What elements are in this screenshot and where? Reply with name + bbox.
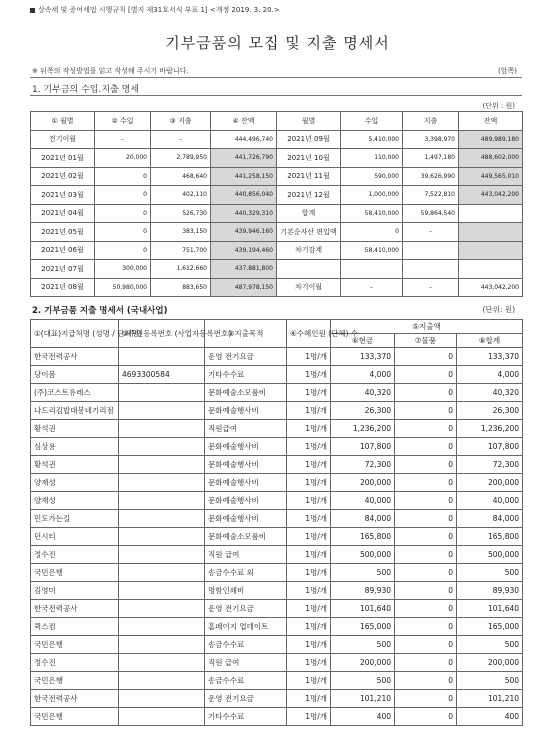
beneficiary-cell: 1명/개 — [287, 618, 331, 636]
purpose-cell: 기타수수료 — [205, 708, 287, 726]
beneficiary-cell: 1명/개 — [287, 708, 331, 726]
month-cell: 2021년 05월 — [31, 223, 95, 242]
table-row — [31, 600, 523, 618]
month-cell: 기본순자산 편입액 — [277, 223, 341, 242]
col-header: 지출 — [403, 112, 459, 131]
payee-cell: 나드리김밥대봉네기리점 — [31, 402, 119, 420]
cash-cell: 500,000 — [331, 546, 395, 564]
cash-cell: 1,236,200 — [331, 420, 395, 438]
purpose-cell: 송금수수료 — [205, 636, 287, 654]
cash-cell: 4,000 — [331, 366, 395, 384]
total-cell: 40,320 — [457, 384, 523, 402]
total-cell: 26,300 — [457, 402, 523, 420]
total-cell: 84,000 — [457, 510, 523, 528]
beneficiary-cell: 1명/개 — [287, 438, 331, 456]
month-cell — [277, 260, 341, 279]
form-header-text: 상속세 및 증여세법 시행규칙 [별지 제31호서식 부표 1] <개정 2019. 3. 20.> — [38, 6, 280, 14]
payee-cell: 한국전력공사 — [31, 690, 119, 708]
table-row — [31, 223, 523, 242]
table-row — [31, 348, 523, 366]
balance-cell — [459, 241, 523, 260]
income-cell: 58,410,000 — [341, 204, 403, 223]
payee-cell: 국민은행 — [31, 636, 119, 654]
month-cell: 차기이월 — [277, 278, 341, 297]
income-cell: 300,000 — [95, 260, 151, 279]
table-row — [31, 420, 523, 438]
col-header-reg-no: ②주민등록번호 (사업자등록번호) — [119, 320, 205, 348]
cash-cell: 400 — [331, 708, 395, 726]
payee-cell: 던시티 — [31, 528, 119, 546]
goods-cell: 0 — [395, 582, 457, 600]
expense-cell: 402,110 — [151, 186, 211, 205]
income-cell: 20,000 — [95, 149, 151, 168]
table-row — [31, 672, 523, 690]
purpose-cell: 문화예술행사비 — [205, 402, 287, 420]
purpose-cell: 운영 전기요금 — [205, 348, 287, 366]
balance-cell: 488,602,000 — [459, 149, 523, 168]
beneficiary-cell: 1명/개 — [287, 366, 331, 384]
balance-cell: 439,946,160 — [211, 223, 277, 242]
month-cell: 전기이월 — [31, 130, 95, 149]
table-row — [31, 278, 523, 297]
reg-no-cell — [119, 582, 205, 600]
col-header: 잔액 — [459, 112, 523, 131]
income-cell: 590,000 — [341, 167, 403, 186]
beneficiary-cell: 1명/개 — [287, 528, 331, 546]
table-row — [31, 366, 523, 384]
table-row — [31, 618, 523, 636]
col-header-payee: ①(대표)지급처명 (성명 / 단체명) — [31, 320, 119, 348]
payee-cell: 양재성 — [31, 492, 119, 510]
balance-cell: 443,042,200 — [459, 278, 523, 297]
income-cell: – — [341, 278, 403, 297]
purpose-cell: 홈페이지 업데이트 — [205, 618, 287, 636]
payee-cell: (주)코스트유레스 — [31, 384, 119, 402]
col-header: ④ 잔액 — [211, 112, 277, 131]
reg-no-cell — [119, 456, 205, 474]
table-row — [31, 438, 523, 456]
table-row — [31, 582, 523, 600]
cash-cell: 89,930 — [331, 582, 395, 600]
cash-cell: 40,320 — [331, 384, 395, 402]
income-cell: 0 — [341, 223, 403, 242]
goods-cell: 0 — [395, 456, 457, 474]
expense-cell: 3,398,970 — [403, 130, 459, 149]
payee-cell: 한국전력공사 — [31, 348, 119, 366]
goods-cell: 0 — [395, 546, 457, 564]
cash-cell: 133,370 — [331, 348, 395, 366]
total-cell: 4,000 — [457, 366, 523, 384]
cash-cell: 500 — [331, 672, 395, 690]
income-cell: 110,000 — [341, 149, 403, 168]
beneficiary-cell: 1명/개 — [287, 690, 331, 708]
balance-cell — [459, 204, 523, 223]
beneficiary-cell: 1명/개 — [287, 510, 331, 528]
income-cell: 0 — [95, 204, 151, 223]
reg-no-cell — [119, 708, 205, 726]
income-cell: 58,410,000 — [341, 241, 403, 260]
col-header: 수입 — [341, 112, 403, 131]
payee-cell: 한국전력공사 — [31, 600, 119, 618]
total-cell: 200,000 — [457, 654, 523, 672]
balance-cell: 444,496,740 — [211, 130, 277, 149]
beneficiary-cell: 1명/개 — [287, 456, 331, 474]
total-cell: 107,800 — [457, 438, 523, 456]
reg-no-cell — [119, 492, 205, 510]
goods-cell: 0 — [395, 636, 457, 654]
balance-cell: 441,258,150 — [211, 167, 277, 186]
col-header-amount: ⑤지출액 — [331, 320, 523, 334]
reg-no-cell — [119, 528, 205, 546]
month-cell: 2021년 07월 — [31, 260, 95, 279]
table-row — [31, 690, 523, 708]
table-row — [31, 204, 523, 223]
expense-cell: 1,497,180 — [403, 149, 459, 168]
table-row — [31, 186, 523, 205]
purpose-cell: 문화예술소모품비 — [205, 528, 287, 546]
table-row — [31, 636, 523, 654]
reg-no-cell — [119, 438, 205, 456]
instruction-note: ※ 뒤쪽의 작성방법을 읽고 작성해 주시기 바랍니다. — [32, 67, 189, 75]
goods-cell: 0 — [395, 348, 457, 366]
col-header-purpose: ③지출목적 — [205, 320, 287, 348]
col-header-total: ⑧합계 — [457, 334, 523, 348]
expense-cell — [403, 241, 459, 260]
table-row — [31, 708, 523, 726]
goods-cell: 0 — [395, 510, 457, 528]
month-cell: 차기감계 — [277, 241, 341, 260]
goods-cell: 0 — [395, 384, 457, 402]
balance-cell: 449,565,010 — [459, 167, 523, 186]
total-cell: 165,000 — [457, 618, 523, 636]
balance-cell — [459, 223, 523, 242]
table-row — [31, 130, 523, 149]
goods-cell: 0 — [395, 618, 457, 636]
purpose-cell: 기타수수료 — [205, 366, 287, 384]
income-expense-table — [30, 111, 523, 297]
cash-cell: 500 — [331, 636, 395, 654]
expense-detail-table — [30, 319, 523, 726]
reg-no-cell — [119, 474, 205, 492]
balance-cell: 441,726,790 — [211, 149, 277, 168]
purpose-cell: 문화예술소모품비 — [205, 384, 287, 402]
beneficiary-cell: 1명/개 — [287, 636, 331, 654]
expense-cell: 468,640 — [151, 167, 211, 186]
month-cell: 2021년 08월 — [31, 278, 95, 297]
month-cell: 2021년 09월 — [277, 130, 341, 149]
cash-cell: 165,000 — [331, 618, 395, 636]
goods-cell: 0 — [395, 654, 457, 672]
col-header: ① 월별 — [31, 112, 95, 131]
col-header: ③ 지출 — [151, 112, 211, 131]
cash-cell: 200,000 — [331, 474, 395, 492]
cash-cell: 84,000 — [331, 510, 395, 528]
purpose-cell: 송금수수료 — [205, 672, 287, 690]
reg-no-cell — [119, 618, 205, 636]
col-header: 월별 — [277, 112, 341, 131]
total-cell: 500 — [457, 564, 523, 582]
month-cell: 2021년 01월 — [31, 149, 95, 168]
expense-cell: 751,700 — [151, 241, 211, 260]
expense-cell: 383,150 — [151, 223, 211, 242]
cash-cell: 107,800 — [331, 438, 395, 456]
table-row — [31, 241, 523, 260]
table-row — [31, 492, 523, 510]
beneficiary-cell: 1명/개 — [287, 348, 331, 366]
balance-cell: 487,978,150 — [211, 278, 277, 297]
goods-cell: 0 — [395, 474, 457, 492]
purpose-cell: 운영 전기요금 — [205, 600, 287, 618]
cash-cell: 40,000 — [331, 492, 395, 510]
total-cell: 500 — [457, 636, 523, 654]
beneficiary-cell: 1명/개 — [287, 474, 331, 492]
balance-cell: 440,856,040 — [211, 186, 277, 205]
payee-cell: 민도가는길 — [31, 510, 119, 528]
reg-no-cell — [119, 546, 205, 564]
income-cell: 5,410,000 — [341, 130, 403, 149]
goods-cell: 0 — [395, 420, 457, 438]
section2-title: 2. 기부금품 지출 명세서 (국내사업) — [32, 306, 168, 316]
expense-cell: 7,522,810 — [403, 186, 459, 205]
balance-cell: 439,194,460 — [211, 241, 277, 260]
beneficiary-cell: 1명/개 — [287, 402, 331, 420]
goods-cell: 0 — [395, 366, 457, 384]
total-cell: 500,000 — [457, 546, 523, 564]
expense-cell: – — [403, 278, 459, 297]
reg-no-cell — [119, 384, 205, 402]
total-cell: 200,000 — [457, 474, 523, 492]
total-cell: 72,300 — [457, 456, 523, 474]
payee-cell: 퀵스컴 — [31, 618, 119, 636]
reg-no-cell — [119, 654, 205, 672]
total-cell: 133,370 — [457, 348, 523, 366]
expense-cell: – — [151, 130, 211, 149]
total-cell: 40,000 — [457, 492, 523, 510]
beneficiary-cell: 1명/개 — [287, 546, 331, 564]
table-row — [31, 149, 523, 168]
cash-cell: 26,300 — [331, 402, 395, 420]
beneficiary-cell: 1명/개 — [287, 564, 331, 582]
payee-cell: 심상용 — [31, 438, 119, 456]
goods-cell: 0 — [395, 402, 457, 420]
income-cell: – — [95, 130, 151, 149]
reg-no-cell — [119, 564, 205, 582]
month-cell: 2021년 10월 — [277, 149, 341, 168]
income-cell: 50,980,000 — [95, 278, 151, 297]
income-cell: 0 — [95, 186, 151, 205]
expense-cell: 39,626,990 — [403, 167, 459, 186]
col-header: ② 수입 — [95, 112, 151, 131]
payee-cell: 정수진 — [31, 546, 119, 564]
purpose-cell: 운영 전기요금 — [205, 690, 287, 708]
total-cell: 89,930 — [457, 582, 523, 600]
month-cell: 2021년 03월 — [31, 186, 95, 205]
total-cell: 1,236,200 — [457, 420, 523, 438]
expense-cell: 59,864,540 — [403, 204, 459, 223]
divider — [30, 77, 522, 78]
payee-cell: 김영미 — [31, 582, 119, 600]
purpose-cell: 문화예술행사비 — [205, 492, 287, 510]
goods-cell: 0 — [395, 600, 457, 618]
goods-cell: 0 — [395, 564, 457, 582]
table-row — [31, 260, 523, 279]
section1-unit: (단위 : 원) — [482, 102, 515, 110]
beneficiary-cell: 1명/개 — [287, 492, 331, 510]
purpose-cell: 직원 급여 — [205, 654, 287, 672]
expense-cell: 883,650 — [151, 278, 211, 297]
payee-cell: 국민은행 — [31, 564, 119, 582]
goods-cell: 0 — [395, 528, 457, 546]
purpose-cell: 문화예술행사비 — [205, 474, 287, 492]
goods-cell: 0 — [395, 492, 457, 510]
balance-cell: 440,329,310 — [211, 204, 277, 223]
reg-no-cell — [119, 348, 205, 366]
total-cell: 400 — [457, 708, 523, 726]
cash-cell: 101,640 — [331, 600, 395, 618]
expense-cell: 1,612,660 — [151, 260, 211, 279]
expense-cell: 2,789,950 — [151, 149, 211, 168]
total-cell: 165,800 — [457, 528, 523, 546]
month-cell: 2021년 12월 — [277, 186, 341, 205]
table-row — [31, 402, 523, 420]
page-side-label: (앞쪽) — [498, 67, 517, 75]
balance-cell: 443,042,200 — [459, 186, 523, 205]
total-cell: 500 — [457, 672, 523, 690]
reg-no-cell: 4693300584 — [119, 366, 205, 384]
table-row — [31, 528, 523, 546]
month-cell: 합계 — [277, 204, 341, 223]
purpose-cell: 문화예술행사비 — [205, 510, 287, 528]
beneficiary-cell: 1명/개 — [287, 600, 331, 618]
purpose-cell: 직원급여 — [205, 420, 287, 438]
month-cell: 2021년 11월 — [277, 167, 341, 186]
payee-cell: 국민은행 — [31, 672, 119, 690]
section1-title: 1. 기부금의 수입.지출 명세 — [32, 85, 139, 95]
income-cell: 0 — [95, 167, 151, 186]
goods-cell: 0 — [395, 690, 457, 708]
page-title: 기부금품의 모집 및 지출 명세서 — [165, 34, 390, 52]
table-row — [31, 654, 523, 672]
expense-cell: – — [403, 223, 459, 242]
month-cell: 2021년 02월 — [31, 167, 95, 186]
purpose-cell: 직원 급여 — [205, 546, 287, 564]
table-row — [31, 474, 523, 492]
col-header-goods: ⑦물품 — [395, 334, 457, 348]
payee-cell: 당이봄 — [31, 366, 119, 384]
reg-no-cell — [119, 690, 205, 708]
payee-cell: 양재성 — [31, 474, 119, 492]
reg-no-cell — [119, 402, 205, 420]
reg-no-cell — [119, 420, 205, 438]
divider — [30, 95, 522, 96]
payee-cell: 정수진 — [31, 654, 119, 672]
balance-cell: 437,881,800 — [211, 260, 277, 279]
purpose-cell: 명함인쇄비 — [205, 582, 287, 600]
cash-cell: 165,800 — [331, 528, 395, 546]
income-cell: 1,000,000 — [341, 186, 403, 205]
income-cell: 0 — [95, 241, 151, 260]
payee-cell: 황석권 — [31, 420, 119, 438]
table-header-row — [31, 112, 523, 131]
goods-cell: 0 — [395, 672, 457, 690]
cash-cell: 200,000 — [331, 654, 395, 672]
col-header-cash: ⑥현금 — [331, 334, 395, 348]
table-row — [31, 510, 523, 528]
purpose-cell: 문화예술행사비 — [205, 456, 287, 474]
total-cell: 101,210 — [457, 690, 523, 708]
table-row — [31, 456, 523, 474]
balance-cell: 489,989,180 — [459, 130, 523, 149]
table-row — [31, 167, 523, 186]
col-header-beneficiaries: ④수혜인원 (단체) 수 — [287, 320, 331, 348]
table-row — [31, 564, 523, 582]
beneficiary-cell: 1명/개 — [287, 582, 331, 600]
section2-unit: (단위: 원) — [482, 305, 515, 314]
beneficiary-cell: 1명/개 — [287, 384, 331, 402]
square-bullet-icon — [30, 8, 35, 13]
total-cell: 101,640 — [457, 600, 523, 618]
beneficiary-cell: 1명/개 — [287, 672, 331, 690]
month-cell: 2021년 06월 — [31, 241, 95, 260]
goods-cell: 0 — [395, 708, 457, 726]
income-cell: 0 — [95, 223, 151, 242]
form-header — [30, 5, 280, 15]
payee-cell: 국민은행 — [31, 708, 119, 726]
reg-no-cell — [119, 636, 205, 654]
purpose-cell: 송금수수료 외 — [205, 564, 287, 582]
beneficiary-cell: 1명/개 — [287, 654, 331, 672]
reg-no-cell — [119, 510, 205, 528]
cash-cell: 500 — [331, 564, 395, 582]
cash-cell: 72,300 — [331, 456, 395, 474]
beneficiary-cell: 1명/개 — [287, 420, 331, 438]
reg-no-cell — [119, 672, 205, 690]
purpose-cell: 문화예술행사비 — [205, 438, 287, 456]
payee-cell: 황석권 — [31, 456, 119, 474]
balance-cell — [459, 260, 523, 279]
goods-cell: 0 — [395, 438, 457, 456]
expense-cell: 526,730 — [151, 204, 211, 223]
reg-no-cell — [119, 600, 205, 618]
income-cell — [341, 260, 403, 279]
month-cell: 2021년 04월 — [31, 204, 95, 223]
table-row — [31, 384, 523, 402]
cash-cell: 101,210 — [331, 690, 395, 708]
expense-cell — [403, 260, 459, 279]
table-row — [31, 546, 523, 564]
